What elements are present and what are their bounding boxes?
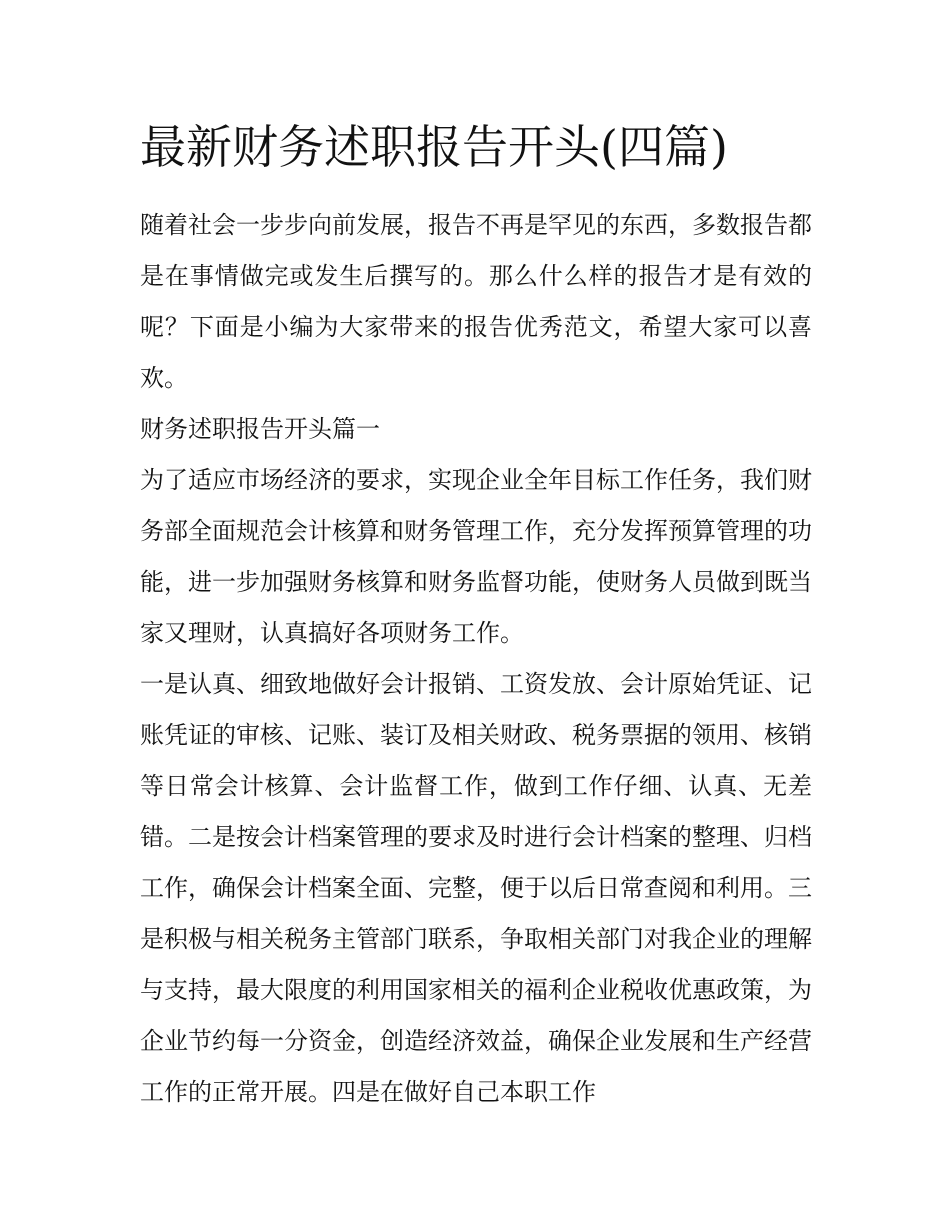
section-heading: 财务述职报告开头篇一	[140, 415, 380, 443]
body-paragraph-2: 一是认真、细致地做好会计报销、工资发放、会计原始凭证、记账凭证的审核、记账、装订及相关财政、税务票据的领用、核销等日常会计核算、会计监督工作，做到工作仔细、认真、无差错。二是按会计档案管理的要求及时进行会计档案的整理、归档工作，确保会计档案全面、完整，便于以后日常查阅和利用。三是积极与相关税务主管部门联系，争取相关部门对我企业的理解与支持，最大限度的利用国家相关的福利企业税收优惠政策，为企业节约每一分资金，创造经济效益，确保企业发展和生产经营工作的正常开展。四是在做好自己本职工作	[140, 670, 812, 1106]
document-title: 最新财务述职报告开头(四篇)	[140, 120, 728, 174]
document-body	[140, 112, 812, 1118]
body-paragraph-1: 为了适应市场经济的要求，实现企业全年目标工作任务，我们财务部全面规范会计核算和财务管理工作，充分发挥预算管理的功能，进一步加强财务核算和财务监督功能，使财务人员做到既当家又理财，认真搞好各项财务工作。	[140, 466, 812, 647]
intro-paragraph: 随着社会一步步向前发展，报告不再是罕见的东西，多数报告都是在事情做完或发生后撰写的。那么什么样的报告才是有效的呢？下面是小编为大家带来的报告优秀范文，希望大家可以喜欢。	[140, 211, 812, 392]
